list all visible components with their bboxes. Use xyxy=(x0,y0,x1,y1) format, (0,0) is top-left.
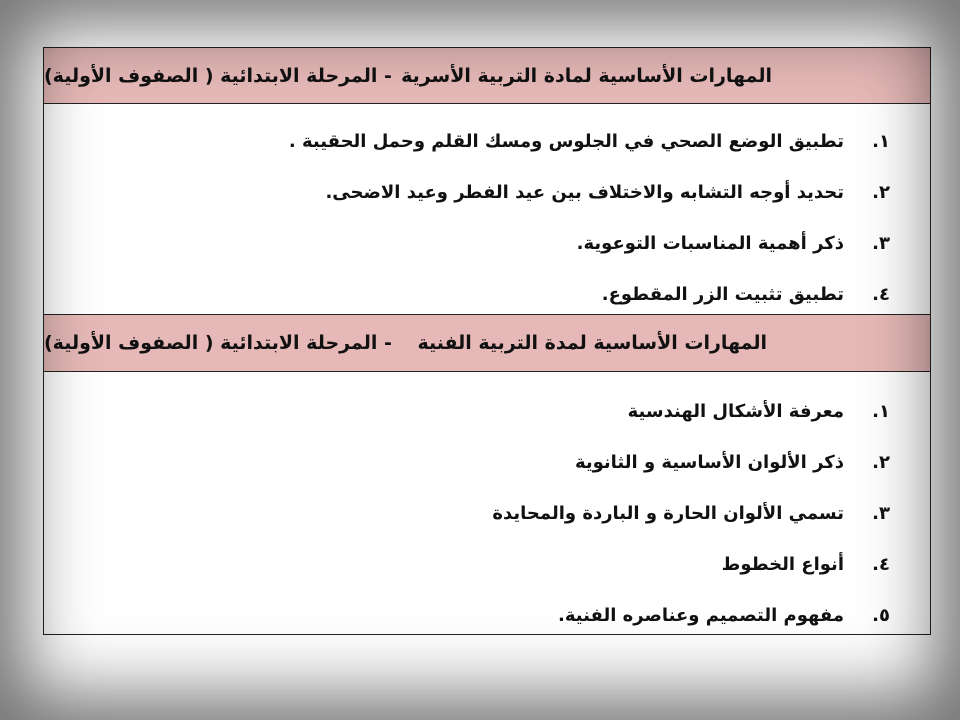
list-item xyxy=(44,437,930,488)
family-education-skills-list xyxy=(44,104,930,314)
list-item xyxy=(44,167,930,218)
item-number: ٣. xyxy=(872,233,890,254)
item-number: ٤. xyxy=(872,284,890,305)
art-education-stage: - المرحلة الابتدائية ( الصفوف الأولية) xyxy=(44,332,392,354)
list-item xyxy=(44,218,930,269)
item-text: معرفة الأشكال الهندسية xyxy=(627,401,844,422)
item-text: مفهوم التصميم وعناصره الفنية. xyxy=(558,605,844,626)
list-item xyxy=(44,590,930,641)
item-number: ٣. xyxy=(872,503,890,524)
item-text: تسمي الألوان الحارة و الباردة والمحايدة xyxy=(492,503,844,524)
list-item xyxy=(44,386,930,437)
item-number: ١. xyxy=(872,401,890,422)
family-education-header xyxy=(44,48,930,104)
art-education-title: المهارات الأساسية لمدة التربية الفنية xyxy=(417,332,767,354)
item-text: أنواع الخطوط xyxy=(721,554,844,575)
list-item xyxy=(44,539,930,590)
item-text: تطبيق تثبيت الزر المقطوع. xyxy=(601,284,844,305)
item-text: ذكر الألوان الأساسية و الثانوية xyxy=(574,452,844,473)
art-education-skills-list xyxy=(44,372,930,634)
item-text: ذكر أهمية المناسبات التوعوية. xyxy=(576,233,844,254)
item-number: ٢. xyxy=(872,452,890,473)
family-education-stage: - المرحلة الابتدائية ( الصفوف الأولية) xyxy=(44,64,392,87)
item-number: ٢. xyxy=(872,182,890,203)
item-number: ٥. xyxy=(872,605,890,626)
art-education-header xyxy=(44,314,930,372)
item-text: تحديد أوجه التشابه والاختلاف بين عيد الفطر وعيد الاضحى. xyxy=(325,182,844,203)
family-education-title: المهارات الأساسية لمادة التربية الأسرية xyxy=(401,64,772,87)
list-item xyxy=(44,488,930,539)
item-text: تطبيق الوضع الصحي في الجلوس ومسك القلم وحمل الحقيبة . xyxy=(288,131,844,152)
item-number: ١. xyxy=(872,131,890,152)
list-item xyxy=(44,116,930,167)
skills-table xyxy=(43,47,931,635)
list-item xyxy=(44,269,930,320)
item-number: ٤. xyxy=(872,554,890,575)
